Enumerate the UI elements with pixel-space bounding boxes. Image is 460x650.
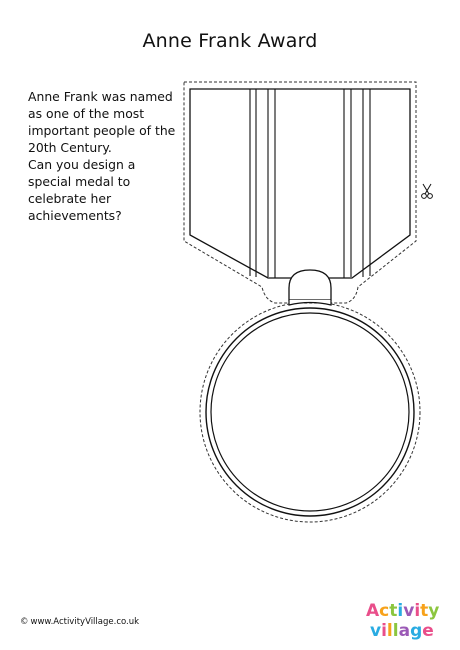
prompt-line: celebrate her [28,191,112,206]
medal-loop [289,270,331,300]
scissors-icon [422,184,433,198]
logo-word-village: village [370,621,434,641]
intro-line: important people of the [28,123,176,138]
activity-village-logo [352,598,442,644]
prompt-line: Can you design a [28,157,136,172]
intro-line: 20th Century. [28,140,112,155]
medal-loop-top [289,300,331,305]
logo-word-activity: Activity [366,601,440,621]
intro-line: as one of the most [28,106,145,121]
prompt-line: achievements? [28,208,122,223]
footer-url-text: www.ActivityVillage.co.uk [30,617,140,627]
page-title: Anne Frank Award [142,30,318,52]
copyright-symbol: © [20,617,29,627]
ribbon [190,89,410,278]
medal-face [211,313,409,511]
prompt-line: special medal to [28,174,131,189]
intro-line: Anne Frank was named [28,89,173,104]
footer-url[interactable] [20,617,139,627]
